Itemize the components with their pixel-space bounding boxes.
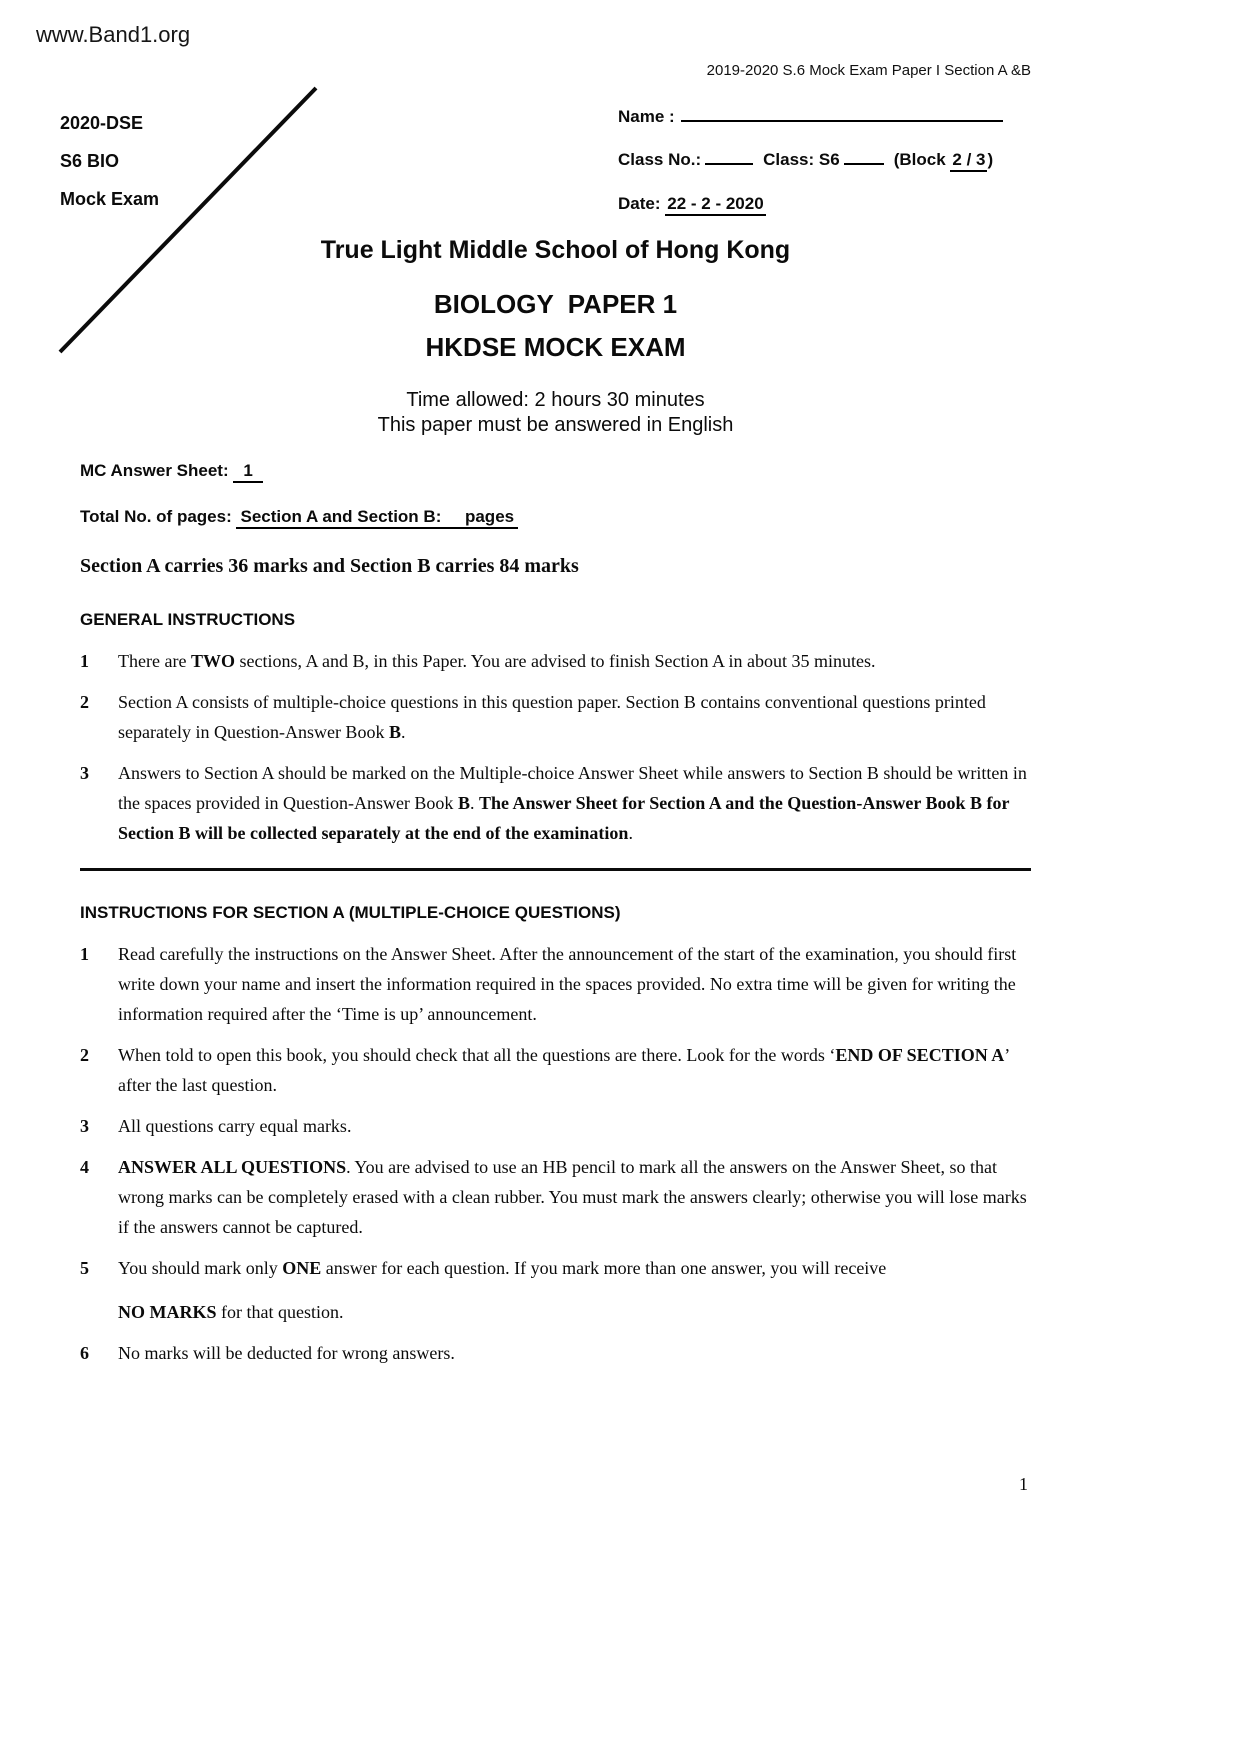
paper-title: BIOLOGY PAPER 1 — [433, 289, 678, 319]
date-value: 22 - 2 - 2020 — [665, 194, 765, 216]
language-note: This paper must be answered in English — [377, 414, 734, 436]
instruction-item — [80, 687, 1031, 747]
paper-reference: 2019-2020 S.6 Mock Exam Paper I Section A &B — [706, 62, 1031, 79]
instruction-item-text: Section A consists of multiple-choice questions in this question paper. Section B contains conventional questions printed separately in Question-Answer Book B. — [118, 692, 986, 742]
instruction-item-text: Read carefully the instructions on the Answer Sheet. After the announcement of the start of the examination, you should first write down your name and insert the information required in the spaces provided. No extra time will be given for writing the information required after the ‘Time is up’ announcement. — [118, 944, 1017, 1024]
corner-line-dse: 2020-DSE — [60, 113, 144, 133]
name-label: Name : — [618, 107, 675, 127]
paragraph-break — [118, 1283, 1031, 1297]
section-a-instructions-heading: INSTRUCTIONS FOR SECTION A (MULTIPLE-CHOICE QUESTIONS) — [80, 903, 621, 922]
instruction-item — [80, 939, 1031, 1029]
total-pages-label: Total No. of pages: — [80, 507, 232, 526]
marks-summary: Section A carries 36 marks and Section B carries 84 marks — [80, 555, 579, 577]
instruction-item-text: No marks will be deducted for wrong answers. — [118, 1343, 455, 1363]
instruction-item — [80, 1253, 1031, 1327]
corner-line-subject: S6 BIO — [60, 151, 120, 171]
instruction-item-number: 5 — [80, 1258, 89, 1278]
instruction-item-text: ANSWER ALL QUESTIONS. You are advised to use an HB pencil to mark all the answers on the Answer Sheet, so that wrong marks can be completely erased with a clean rubber. You must mark the answers clearly; otherwise you will lose marks if the answers cannot be captured. — [118, 1157, 1027, 1237]
section-a-instructions-list — [80, 939, 1031, 1368]
instruction-item — [80, 758, 1031, 848]
name-blank-line — [681, 106, 1003, 122]
exam-title: HKDSE MOCK EXAM — [425, 332, 686, 362]
instruction-item — [80, 646, 1031, 676]
instruction-item — [80, 1040, 1031, 1100]
instruction-item-number: 2 — [80, 692, 89, 712]
instruction-item-number: 1 — [80, 651, 89, 671]
instruction-item-number: 3 — [80, 1116, 89, 1136]
block-open-label: (Block — [893, 150, 946, 170]
date-line — [618, 194, 1038, 216]
exam-corner-block — [60, 104, 159, 218]
instruction-item — [80, 1152, 1031, 1242]
class-no-label: Class No.: — [618, 150, 702, 170]
student-info-block — [618, 106, 1038, 238]
content-column — [80, 230, 1031, 1379]
class-no-blank-line — [705, 149, 753, 165]
mc-sheet-value: 1 — [233, 461, 262, 483]
block-value: 2 / 3 — [950, 150, 987, 172]
section-divider-rule — [80, 868, 1031, 871]
school-title: True Light Middle School of Hong Kong — [320, 236, 791, 264]
instruction-item-text: There are TWO sections, A and B, in this Paper. You are advised to finish Section A in about 35 minutes. — [118, 651, 876, 671]
site-watermark: www.Band1.org — [36, 22, 191, 47]
instruction-item-number: 1 — [80, 944, 89, 964]
mc-sheet-label: MC Answer Sheet: — [80, 461, 229, 480]
class-label: Class: S6 — [763, 150, 840, 170]
instruction-item-text: All questions carry equal marks. — [118, 1116, 352, 1136]
time-allowed-note: Time allowed: 2 hours 30 minutes — [406, 389, 705, 411]
class-blank-line — [844, 149, 884, 165]
instruction-item-text: You should mark only ONE answer for each question. If you mark more than one answer, you will receive NO MARKS for that question. — [118, 1253, 1031, 1327]
date-label: Date: — [618, 194, 661, 214]
instruction-item-number: 4 — [80, 1157, 89, 1177]
instruction-item-number: 6 — [80, 1343, 89, 1363]
instruction-item-number: 2 — [80, 1045, 89, 1065]
instruction-item-number: 3 — [80, 763, 89, 783]
total-pages-value: Section A and Section B: pages — [236, 507, 518, 529]
instruction-item — [80, 1111, 1031, 1141]
class-line — [618, 149, 1038, 172]
mc-answer-sheet-line — [80, 461, 1031, 483]
instruction-item-text: When told to open this book, you should check that all the questions are there. Look for the words ‘END OF SECTION A’ after the last question. — [118, 1045, 1009, 1095]
total-pages-line — [80, 507, 1031, 529]
instruction-item — [80, 1338, 1031, 1368]
general-instructions-heading: GENERAL INSTRUCTIONS — [80, 610, 296, 629]
general-instructions-list — [80, 646, 1031, 848]
corner-line-mock: Mock Exam — [60, 189, 160, 209]
block-close-label: ) — [987, 150, 994, 170]
name-line — [618, 106, 1038, 127]
page-number: 1 — [1019, 1474, 1028, 1494]
instruction-item-text: Answers to Section A should be marked on the Multiple-choice Answer Sheet while answers to Section B should be written in the spaces provided in Question-Answer Book B. The Answer Sheet for Section A and the Question-Answer Book B for Section B will be collected separately at the end of the examination. — [118, 763, 1027, 843]
